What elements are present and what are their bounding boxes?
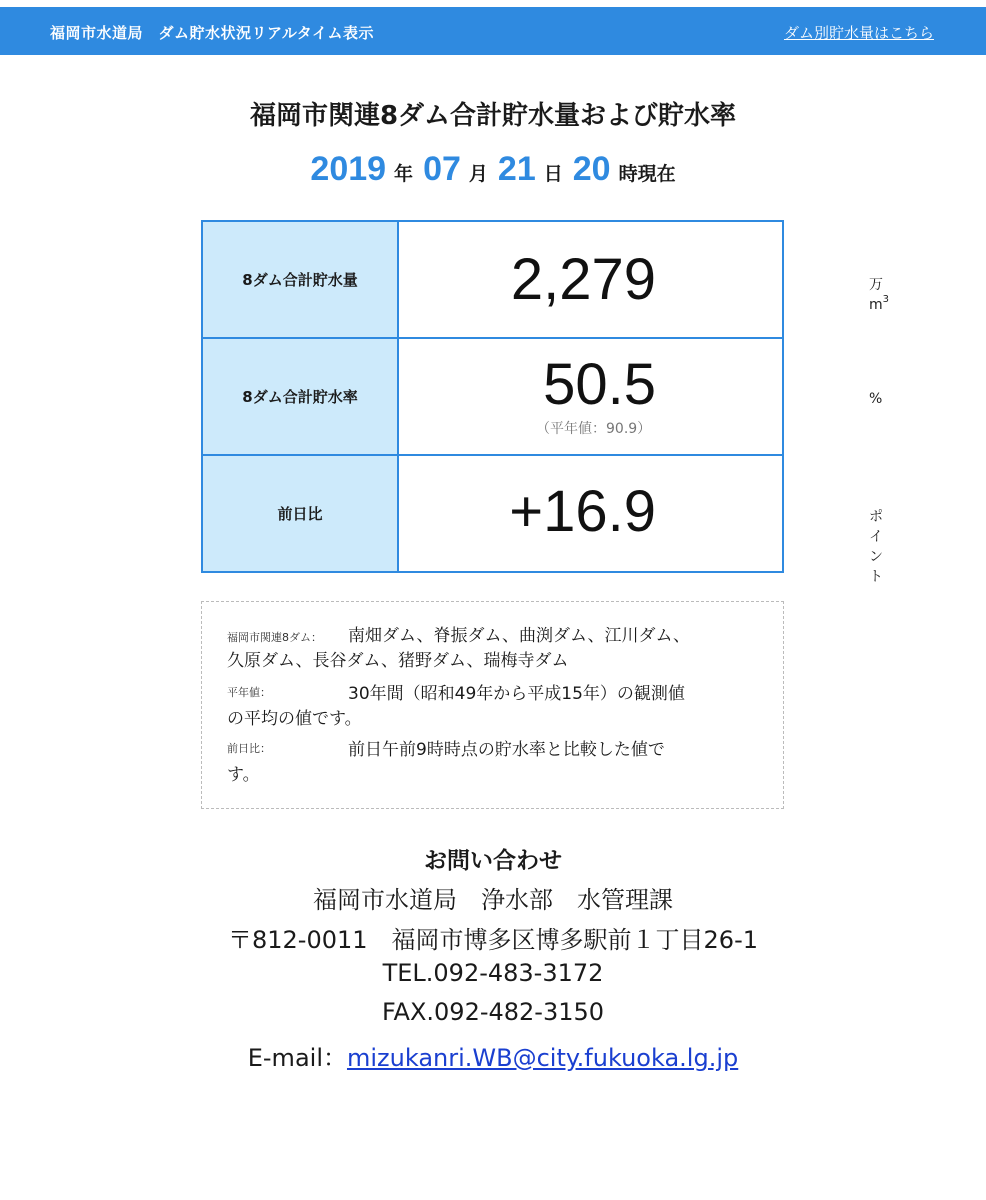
note-text-dams-line2: 久原ダム、長谷ダム、猪野ダム、瑞梅寺ダム — [227, 651, 569, 671]
email-prefix: E-mail： — [247, 1044, 347, 1072]
note-key-dams: 福岡市関連8ダム： — [227, 631, 322, 644]
storage-unit-text: 万m — [869, 277, 883, 313]
note-text-dams-line1: 南畑ダム、脊振ダム、曲渕ダム、江川ダム、 — [348, 626, 691, 646]
day-unit: 日 — [543, 163, 563, 185]
email-link[interactable]: mizukanri.WB@city.fukuoka.lg.jp — [346, 1044, 739, 1072]
storage-cell — [399, 222, 890, 337]
change-row — [203, 456, 883, 585]
year-value: 2019 — [310, 150, 387, 188]
hour-unit: 時現在 — [618, 163, 676, 185]
note-text-change-line1: 前日午前9時時点の貯水率と比較した値で — [348, 740, 665, 760]
month-value: 07 — [423, 150, 461, 188]
rate-row — [203, 339, 883, 456]
contact-fax: FAX.092-482-3150 — [381, 998, 605, 1026]
storage-unit — [869, 274, 889, 313]
contact-title: お問い合わせ — [424, 848, 562, 874]
header-bar — [0, 7, 986, 55]
rate-value: 50.5 — [543, 352, 656, 417]
month-unit: 月 — [468, 163, 488, 185]
dam-storage-link[interactable]: ダム別貯水量はこちら — [783, 24, 934, 42]
note-text-average-line1: 30年間（昭和49年から平成15年）の観測値 — [348, 684, 685, 704]
storage-row — [203, 222, 890, 339]
change-value: +16.9 — [509, 479, 656, 544]
contact-address: 〒812-0011 福岡市博多区博多駅前１丁目26-1 — [227, 926, 758, 954]
datetime-line — [0, 150, 986, 189]
contact-org: 福岡市水道局 浄水部 水管理課 — [313, 886, 673, 914]
notes-box — [201, 601, 784, 809]
note-key-change: 前日比： — [227, 742, 271, 755]
average-note: （平年値：90.9） — [536, 421, 652, 437]
storage-value: 2,279 — [510, 247, 656, 312]
contact-tel: TEL.092-483-3172 — [382, 959, 604, 987]
change-unit: ポイント — [869, 509, 883, 585]
note-key-average: 平年値： — [227, 686, 271, 699]
rate-label: 8ダム合計貯水率 — [203, 339, 399, 454]
page-title: 福岡市関連8ダム合計貯水量および貯水率 — [249, 101, 737, 131]
contact-email-line — [0, 1038, 986, 1073]
day-value: 21 — [497, 150, 536, 188]
change-cell — [399, 456, 883, 585]
site-title: 福岡市水道局 ダム貯水状況リアルタイム表示 — [50, 24, 375, 42]
note-text-change-line2: す。 — [227, 765, 260, 785]
year-unit: 年 — [394, 163, 414, 185]
storage-unit-sup: 3 — [882, 294, 890, 305]
hour-value: 20 — [572, 150, 611, 188]
rate-cell — [399, 339, 883, 454]
stats-table — [201, 220, 890, 585]
storage-label: 8ダム合計貯水量 — [203, 222, 399, 337]
note-text-average-line2: の平均の値です。 — [227, 709, 362, 729]
rate-unit: % — [869, 391, 883, 407]
change-label: 前日比 — [203, 456, 399, 571]
